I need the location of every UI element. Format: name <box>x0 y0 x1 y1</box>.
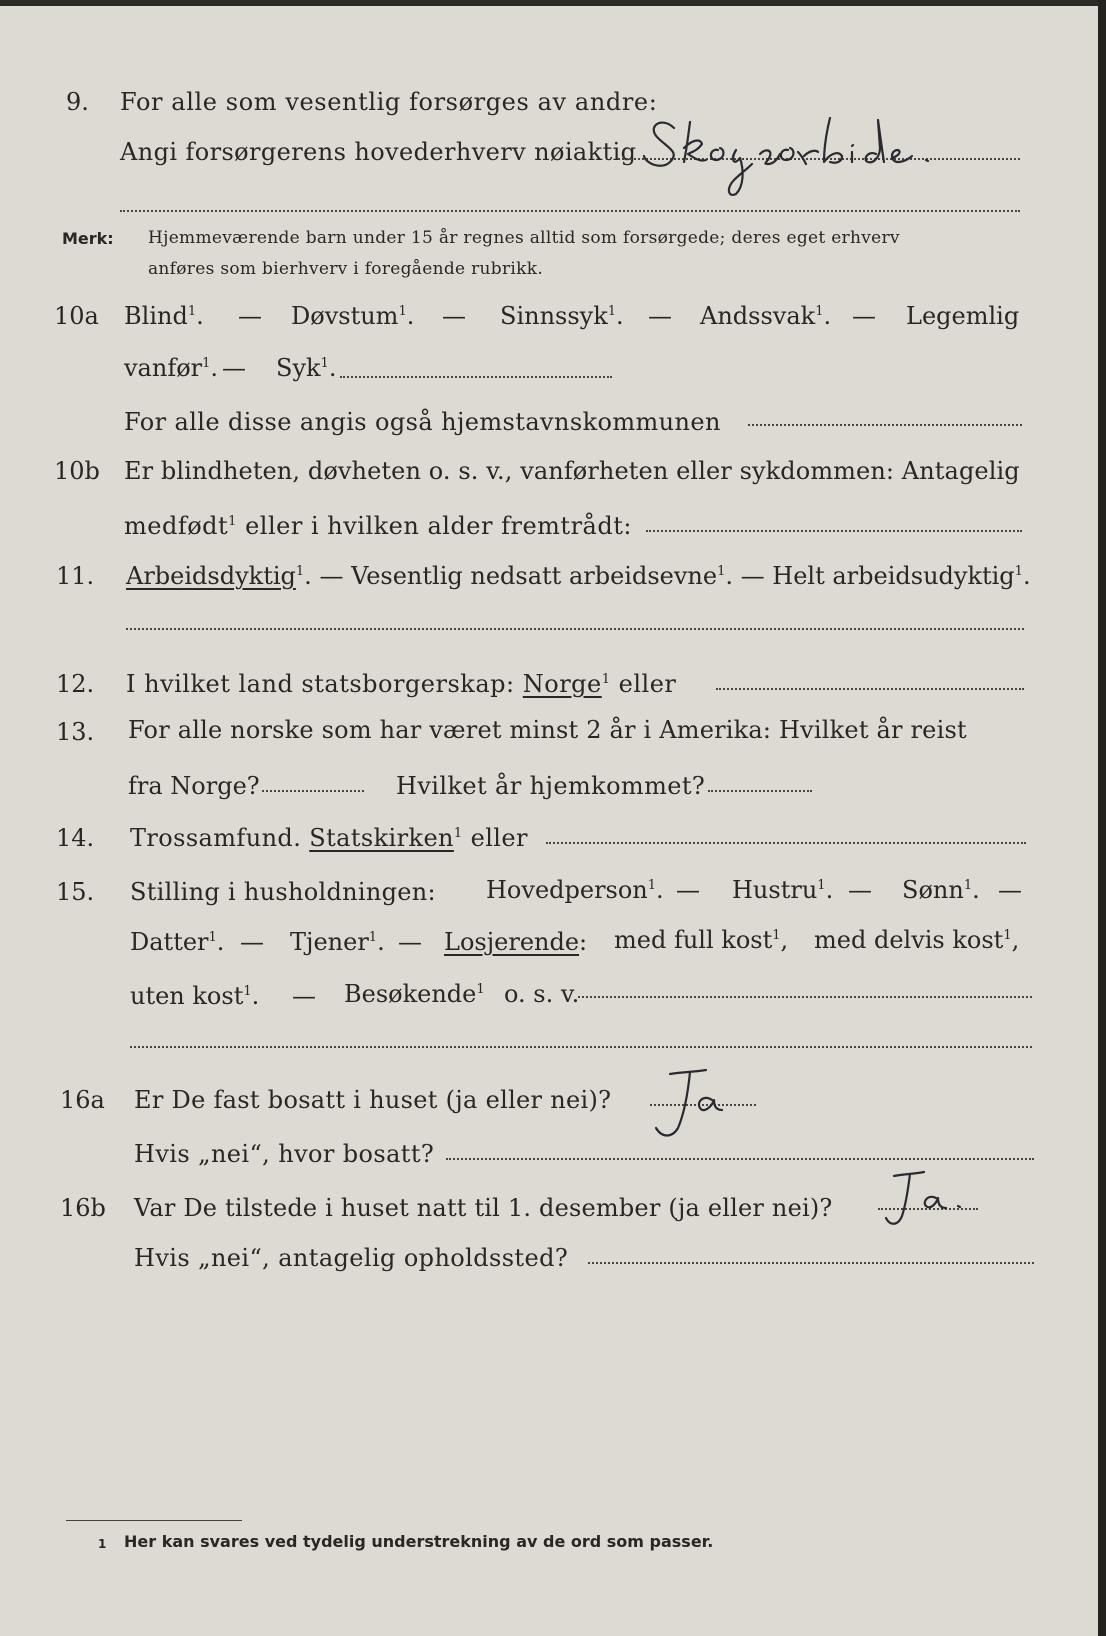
q15-tjener: Tjener <box>290 928 369 956</box>
q10a-dash-3: — <box>648 302 672 330</box>
q9-line1: For alle som vesentlig forsørges av andre: <box>120 88 658 116</box>
q15-utenkost-wrap: uten kost$^1$. <box>130 982 260 1010</box>
q10a-hjemstavn-line <box>748 424 1022 426</box>
q14-number: 14. <box>56 824 95 852</box>
merk-label: Merk: <box>62 229 114 248</box>
footnote-text: Her kan svares ved tydelig understrekning av de ord som passer. <box>124 1532 714 1551</box>
q16a-line2: Hvis „nei“, hvor bosatt? <box>134 1140 435 1168</box>
q15-hustru: Hustru <box>732 876 818 904</box>
merk-line1: Hjemmeværende barn under 15 år regnes alltid som forsørgede; deres eget erhverv <box>148 228 900 248</box>
q13-hjemkommet-line <box>708 790 812 792</box>
q15-besokende-wrap: Besøkende$^1$ <box>344 980 485 1008</box>
q15-tjener-wrap: Tjener$^1$. <box>290 928 385 956</box>
q13-line2a: fra Norge? <box>128 772 260 800</box>
q14-answer-line <box>546 842 1026 844</box>
q13-line1: For alle norske som har været minst 2 år i Amerika: Hvilket år reist <box>128 716 967 744</box>
q16b-line1: Var De tilstede i huset natt til 1. desember (ja eller nei)? <box>134 1194 833 1222</box>
q10b-number: 10b <box>54 457 100 485</box>
q11-helt: Helt arbeidsudyktig <box>772 562 1015 590</box>
q10b-line2-rest: eller i hvilken alder fremtrådt: <box>245 512 632 540</box>
q13-line2b: Hvilket år hjemkommet? <box>396 772 706 800</box>
q9-handwritten-answer <box>640 104 970 200</box>
q15-hovedperson-wrap: Hovedperson$^1$. <box>486 876 664 904</box>
q16a-handwritten-answer <box>650 1066 760 1148</box>
q10a-vanfor: vanfør <box>124 354 203 382</box>
q12-answer-line <box>716 688 1024 690</box>
merk-line2: anføres som bierhverv i foregående rubrikk. <box>148 259 544 279</box>
q16a-bosatt-line <box>446 1158 1034 1160</box>
q10a-number: 10a <box>54 302 99 330</box>
q10a-andssvak: Andssvak <box>700 302 816 330</box>
q14-line: Trossamfund. Statskirken$^1$ eller <box>130 824 528 852</box>
q11-arbeidsdyktig: Arbeidsdyktig <box>126 562 296 590</box>
q15-datter: Datter <box>130 928 209 956</box>
q15-dash-5: — <box>398 928 422 956</box>
q15-osv: o. s. v. <box>504 980 580 1008</box>
q10a-sinnssyk-wrap: Sinnssyk$^1$. <box>500 302 624 330</box>
q15-delviskost: med delvis kost <box>814 926 1004 954</box>
q10b-medfodt: medfødt <box>124 512 229 540</box>
q10a-dash-2: — <box>442 302 466 330</box>
q11-number: 11. <box>56 562 95 590</box>
q15-sonn: Sønn <box>902 876 964 904</box>
q10a-syk: Syk <box>276 354 321 382</box>
q15-fullkost: med full kost <box>614 926 773 954</box>
q16a-number: 16a <box>60 1086 105 1114</box>
q15-fullkost-wrap: med full kost$^1$, <box>614 926 789 954</box>
q15-number: 15. <box>56 878 95 906</box>
q15-answer-line <box>578 996 1032 998</box>
q10a-legemlig: Legemlig <box>906 302 1020 330</box>
q15-dash-3: — <box>998 876 1022 904</box>
q14-eller: eller <box>470 824 528 852</box>
q13-number: 13. <box>56 718 95 746</box>
q15-hovedperson: Hovedperson <box>486 876 648 904</box>
scan-edge-right <box>1098 0 1106 1636</box>
q12-norge: Norge <box>522 670 602 698</box>
q16a-line1: Er De fast bosatt i huset (ja eller nei)? <box>134 1086 612 1114</box>
q10a-vanfor-wrap: vanfør$^1$. <box>124 354 219 382</box>
q10a-dovstum-wrap: Døvstum$^1$. <box>291 302 415 330</box>
q10a-dovstum: Døvstum <box>291 302 399 330</box>
q10a-dash-1: — <box>238 302 262 330</box>
q12-prefix: I hvilket land statsborgerskap: <box>126 670 515 698</box>
scan-edge-top <box>0 0 1106 6</box>
q10a-line3: For alle disse angis også hjemstavnskommunen <box>124 408 721 436</box>
q15-utenkost: uten kost <box>130 982 244 1010</box>
q10b-answer-line <box>646 530 1022 532</box>
q15-extra-line <box>130 1046 1032 1048</box>
q14-statskirken: Statskirken <box>309 824 454 852</box>
q10a-syk-line <box>340 376 612 378</box>
q11-line1: Arbeidsdyktig$^1$. — Vesentlig nedsatt arbeidsevne$^1$. — Helt arbeidsudyktig$^1$. <box>126 562 1031 590</box>
q15-dash-6: — <box>292 982 316 1010</box>
q15-hustru-wrap: Hustru$^1$. <box>732 876 834 904</box>
q10a-line1: Blind$^1$. <box>124 302 204 330</box>
q16b-line2: Hvis „nei“, antagelig opholdssted? <box>134 1244 569 1272</box>
q15-losjerende-wrap: Losjerende: <box>444 928 588 956</box>
q10a-sinnssyk: Sinnssyk <box>500 302 608 330</box>
q10a-dash-4: — <box>852 302 876 330</box>
q12-line: I hvilket land statsborgerskap: Norge$^1$ eller <box>126 670 677 698</box>
q12-number: 12. <box>56 670 95 698</box>
q9-line2: Angi forsørgerens hovederhverv nøiaktig <box>120 138 637 166</box>
q12-eller: eller <box>618 670 677 698</box>
q11-extra-line <box>126 628 1024 630</box>
q10a-dash-5: — <box>222 354 246 382</box>
q16b-number: 16b <box>60 1194 106 1222</box>
q10b-line2: medfødt$^1$ eller i hvilken alder fremtrådt: <box>124 512 632 540</box>
q15-dash-4: — <box>240 928 264 956</box>
q10a-syk-wrap: Syk$^1$. <box>276 354 337 382</box>
q13-reist-line <box>262 790 364 792</box>
q11-vesentlig: Vesentlig nedsatt arbeidsevne <box>351 562 718 590</box>
footnote-rule <box>66 1520 242 1521</box>
footnote-mark: 1 <box>98 1537 107 1551</box>
q9-extra-line <box>120 210 1020 212</box>
q14-prefix: Trossamfund. <box>130 824 302 852</box>
q15-sonn-wrap: Sønn$^1$. <box>902 876 980 904</box>
q15-besokende: Besøkende <box>344 980 477 1008</box>
q10b-line1: Er blindheten, døvheten o. s. v., vanførheten eller sykdommen: Antagelig <box>124 457 1020 485</box>
q15-line1a: Stilling i husholdningen: <box>130 878 436 906</box>
q16b-opholdssted-line <box>588 1262 1034 1264</box>
q15-delviskost-wrap: med delvis kost$^1$, <box>814 926 1020 954</box>
q10a-andssvak-wrap: Andssvak$^1$. <box>700 302 832 330</box>
q15-datter-wrap: Datter$^1$. <box>130 928 225 956</box>
q15-dash-2: — <box>848 876 872 904</box>
q15-dash-1: — <box>676 876 700 904</box>
q10a-blind: Blind <box>124 302 188 330</box>
q16b-handwritten-answer <box>880 1166 980 1238</box>
q15-losjerende: Losjerende <box>444 928 580 956</box>
q9-number: 9. <box>66 88 89 116</box>
